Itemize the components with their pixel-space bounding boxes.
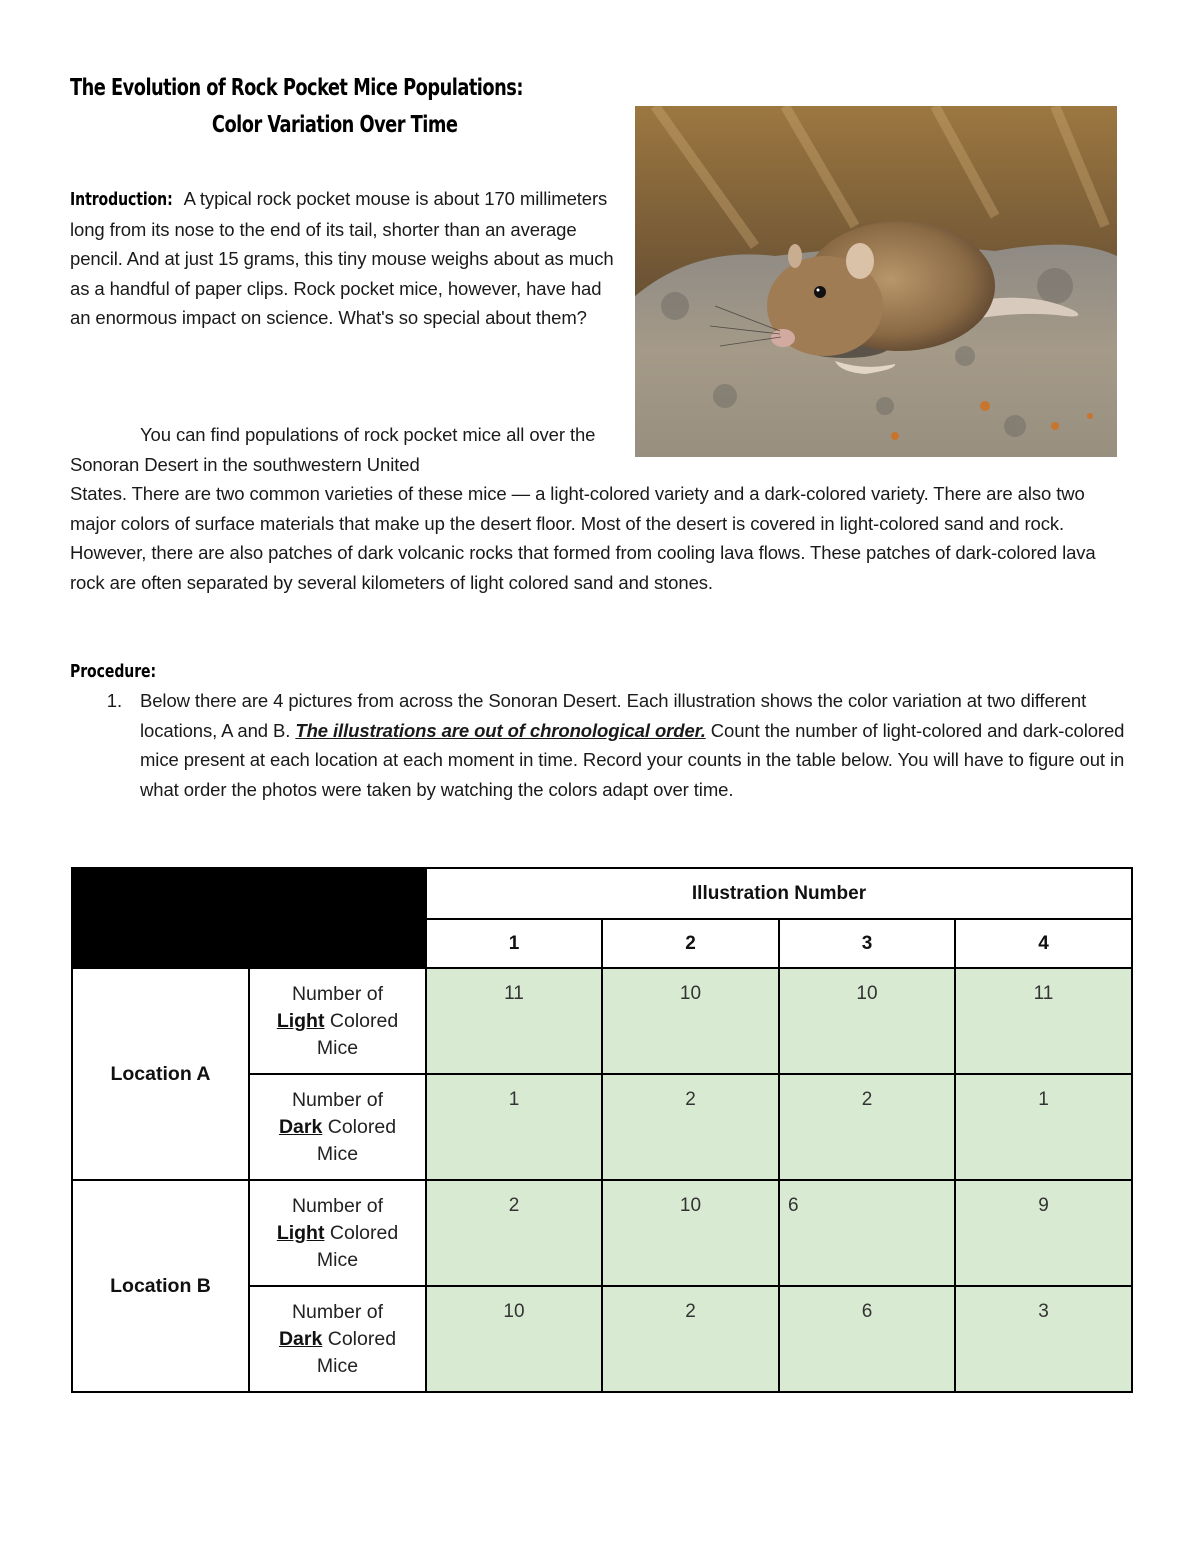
location-a-dark-3[interactable]: 2 xyxy=(779,1074,955,1180)
rock-pocket-mouse-photo xyxy=(635,106,1117,457)
column-header-3: 3 xyxy=(779,919,955,968)
column-header-2: 2 xyxy=(602,919,779,968)
location-b-light-4[interactable]: 9 xyxy=(955,1180,1132,1286)
procedure-label: Procedure: xyxy=(70,661,157,682)
location-b-dark-2[interactable]: 2 xyxy=(602,1286,779,1392)
label-prefix: Number of xyxy=(291,1088,384,1111)
location-b-light-1[interactable]: 2 xyxy=(426,1180,602,1286)
column-header-1: 1 xyxy=(426,919,602,968)
light-mice-label: Number of Light Colored Mice xyxy=(249,1180,426,1286)
location-a-light-4[interactable]: 11 xyxy=(955,968,1132,1074)
label-prefix: Number of xyxy=(291,1194,384,1217)
location-b-light-3[interactable]: 6 xyxy=(779,1180,955,1286)
procedure-item-text xyxy=(140,686,1135,804)
location-b-light-2[interactable]: 10 xyxy=(602,1180,779,1286)
location-b-dark-3[interactable]: 6 xyxy=(779,1286,955,1392)
table-row xyxy=(72,1180,1132,1286)
mouse-photo-illustration xyxy=(635,106,1117,457)
location-a-label: Location A xyxy=(72,968,249,1180)
column-header-4: 4 xyxy=(955,919,1132,968)
location-b-label: Location B xyxy=(72,1180,249,1392)
desert-paragraph-narrow: You can find populations of rock pocket mice all over the Sonoran Desert in the southwestern United xyxy=(70,424,596,475)
label-light: Light xyxy=(276,1221,325,1244)
location-b-dark-4[interactable]: 3 xyxy=(955,1286,1132,1392)
desert-paragraph-wide: States. There are two common varieties of these mice — a light-colored variety and a dark-colored variety. There are also two major colors of surface materials that make up the desert floor. Most of the desert is covered in light-colored sand and rock. However, there are also patches of dark volcanic rocks that formed from cooling lava flows. These patches of dark-colored lava rock are often separated by several kilometers of light colored sand and stones. xyxy=(70,483,1096,593)
illustration-number-header: Illustration Number xyxy=(426,868,1132,919)
location-a-light-2[interactable]: 10 xyxy=(602,968,779,1074)
desert-paragraph xyxy=(70,420,1130,598)
label-prefix: Number of xyxy=(291,1300,384,1323)
procedure-item xyxy=(70,686,1135,804)
label-dark: Dark xyxy=(278,1327,323,1350)
procedure-text-after: Count the number of light-colored and dark-colored mice present at each location at each moment in time. Record your counts in the table below. You will have to figure out in what order the photos were taken by watching the colors adapt over time. xyxy=(140,719,1125,800)
location-a-dark-2[interactable]: 2 xyxy=(602,1074,779,1180)
mice-count-table xyxy=(71,867,1133,1393)
title-line-1: The Evolution of Rock Pocket Mice Populations: xyxy=(70,75,523,101)
procedure-text-before: Below there are 4 pictures from across the Sonoran Desert. Each illustration shows the color variation at two different locations, A and B. xyxy=(140,690,1087,741)
location-b-dark-1[interactable]: 10 xyxy=(426,1286,602,1392)
introduction-text: A typical rock pocket mouse is about 170 millimeters long from its nose to the end of its tail, shorter than an average pencil. And at just 15 grams, this tiny mouse weighs about as much as a handful of paper clips. Rock pocket mice, however, have had an enormous impact on science. What's so special about them? xyxy=(70,188,614,329)
procedure-list xyxy=(70,686,1135,804)
procedure-item-number: 1. xyxy=(106,690,122,711)
dark-mice-label: Number of Dark Colored Mice xyxy=(249,1286,426,1392)
table-corner-blank xyxy=(72,868,426,968)
location-a-dark-1[interactable]: 1 xyxy=(426,1074,602,1180)
location-a-dark-4[interactable]: 1 xyxy=(955,1074,1132,1180)
light-mice-label: Number of Light Colored Mice xyxy=(249,968,426,1074)
location-a-light-1[interactable]: 11 xyxy=(426,968,602,1074)
procedure-emphasis: The illustrations are out of chronological order. xyxy=(295,719,706,741)
introduction-paragraph xyxy=(70,184,625,333)
label-light: Light xyxy=(276,1009,325,1032)
dark-mice-label: Number of Dark Colored Mice xyxy=(249,1074,426,1180)
procedure-heading xyxy=(70,656,158,687)
table-row xyxy=(72,968,1132,1074)
location-a-light-3[interactable]: 10 xyxy=(779,968,955,1074)
page-title xyxy=(70,70,552,144)
title-line-2: Color Variation Over Time xyxy=(211,112,458,138)
introduction-label: Introduction: xyxy=(70,189,173,210)
label-dark: Dark xyxy=(278,1115,323,1138)
label-prefix: Number of xyxy=(291,982,384,1005)
